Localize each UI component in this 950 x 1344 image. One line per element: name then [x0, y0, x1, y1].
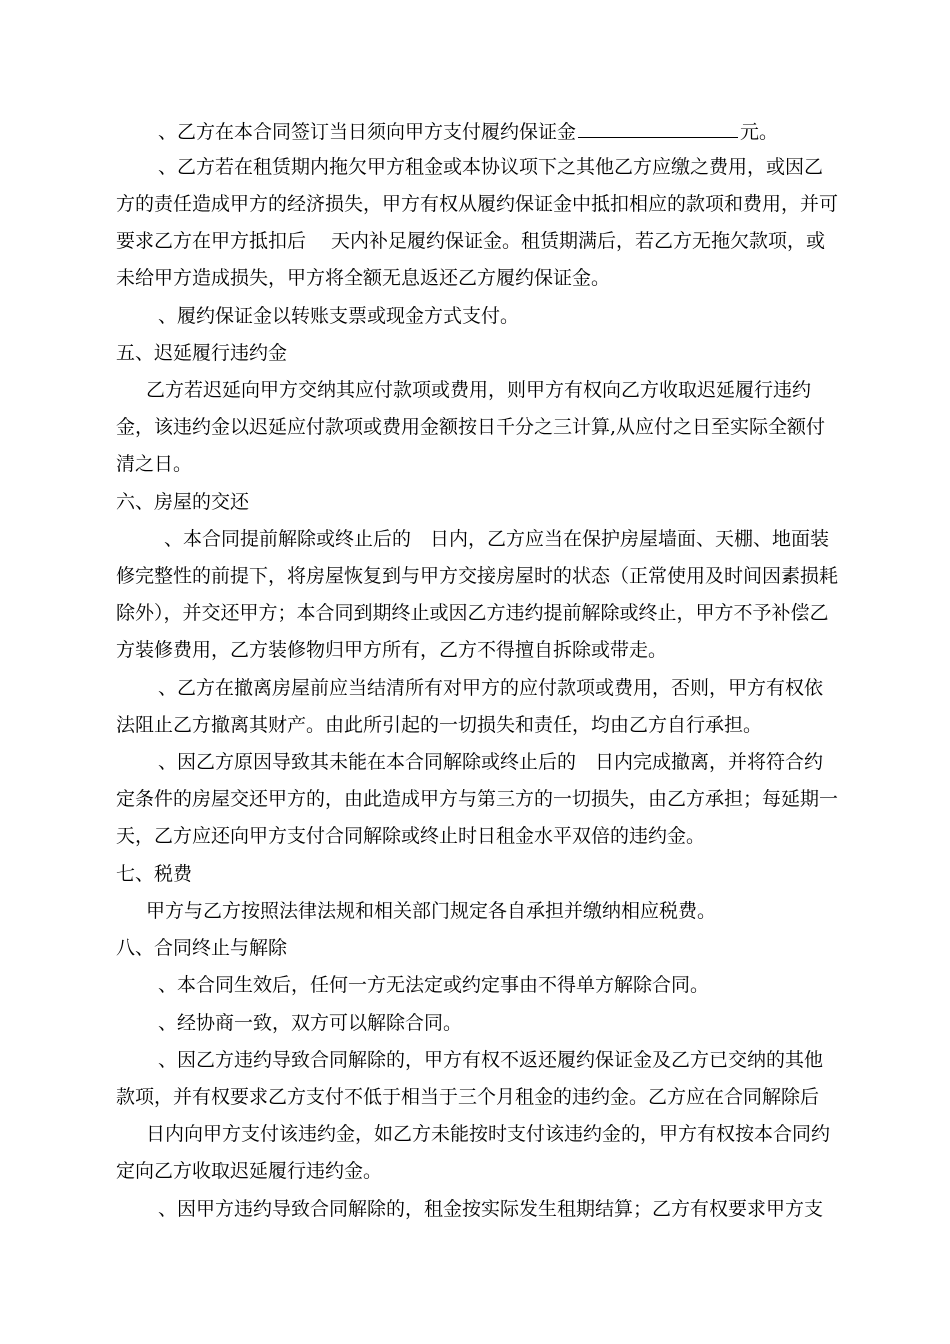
paragraph-line: 天，乙方应还向甲方支付合同解除或终止时日租金水平双倍的违约金。 — [116, 825, 706, 847]
paragraph-line: 、经协商一致，双方可以解除合同。 — [158, 1012, 463, 1034]
paragraph-line: 甲方与乙方按照法律法规和相关部门规定各自承担并缴纳相应税费。 — [146, 900, 717, 922]
paragraph-line: 法阻止乙方撤离其财产。由此所引起的一切损失和责任，均由乙方自行承担。 — [116, 714, 763, 736]
paragraph-line: 方装修费用，乙方装修物归甲方所有，乙方不得擅自拆除或带走。 — [116, 639, 668, 661]
text-span: 、乙方在本合同签订当日须向甲方支付履约保证金 — [158, 121, 577, 143]
section-heading: 八、合同终止与解除 — [116, 937, 288, 959]
paragraph-line: 要求乙方在甲方抵扣后 天内补足履约保证金。租赁期满后，若乙方无拖欠款项，或 — [116, 230, 826, 252]
section-heading: 五、迟延履行违约金 — [116, 342, 288, 364]
section-heading: 七、税费 — [116, 863, 193, 885]
paragraph-line: 修完整性的前提下，将房屋恢复到与甲方交接房屋时的状态（正常使用及时间因素损耗 — [116, 565, 839, 587]
paragraph-line: 、因乙方违约导致合同解除的，甲方有权不返还履约保证金及乙方已交纳的其他 — [158, 1049, 824, 1071]
paragraph-line: 方的责任造成甲方的经济损失，甲方有权从履约保证金中抵扣相应的款项和费用，并可 — [116, 193, 839, 215]
paragraph-line: 日内向甲方支付该违约金，如乙方未能按时支付该违约金的，甲方有权按本合同约 — [146, 1123, 831, 1145]
section-heading: 六、房屋的交还 — [116, 491, 250, 513]
paragraph-line: 、乙方在撤离房屋前应当结清所有对甲方的应付款项或费用，否则，甲方有权依 — [158, 677, 824, 699]
paragraph-line: 金，该违约金以迟延应付款项或费用金额按日千分之三计算,从应付之日至实际全额付 — [116, 416, 826, 438]
paragraph-line: 清之日。 — [116, 453, 193, 475]
paragraph-line: 乙方若迟延向甲方交纳其应付款项或费用，则甲方有权向乙方收取迟延履行违约 — [146, 379, 812, 401]
paragraph-line: 未给甲方造成损失，甲方将全额无息返还乙方履约保证金。 — [116, 267, 611, 289]
deposit-amount-blank — [578, 118, 738, 138]
paragraph-line: 、乙方若在租赁期内拖欠甲方租金或本协议项下之其他乙方应缴之费用，或因乙 — [158, 156, 824, 178]
paragraph-line: 款项，并有权要求乙方支付不低于相当于三个月租金的违约金。乙方应在合同解除后 — [116, 1086, 820, 1108]
paragraph-line: 、因乙方原因导致其未能在本合同解除或终止后的 日内完成撤离，并将符合约 — [158, 751, 824, 773]
paragraph-line: 、因甲方违约导致合同解除的，租金按实际发生租期结算；乙方有权要求甲方支 — [158, 1198, 824, 1220]
paragraph-line: 定条件的房屋交还甲方的，由此造成甲方与第三方的一切损失，由乙方承担；每延期一 — [116, 788, 839, 810]
paragraph-line: 除外），并交还甲方；本合同到期终止或因乙方违约提前解除或终止，甲方不予补偿乙 — [116, 602, 829, 624]
paragraph-line: 、本合同提前解除或终止后的 日内，乙方应当在保护房屋墙面、天棚、地面装 — [164, 528, 830, 550]
paragraph-line — [158, 118, 778, 144]
paragraph-line: 定向乙方收取迟延履行违约金。 — [116, 1160, 383, 1182]
paragraph-line: 、本合同生效后，任何一方无法定或约定事由不得单方解除合同。 — [158, 974, 710, 996]
paragraph-line: 、履约保证金以转账支票或现金方式支付。 — [158, 305, 520, 327]
text-span: 元。 — [740, 121, 779, 143]
